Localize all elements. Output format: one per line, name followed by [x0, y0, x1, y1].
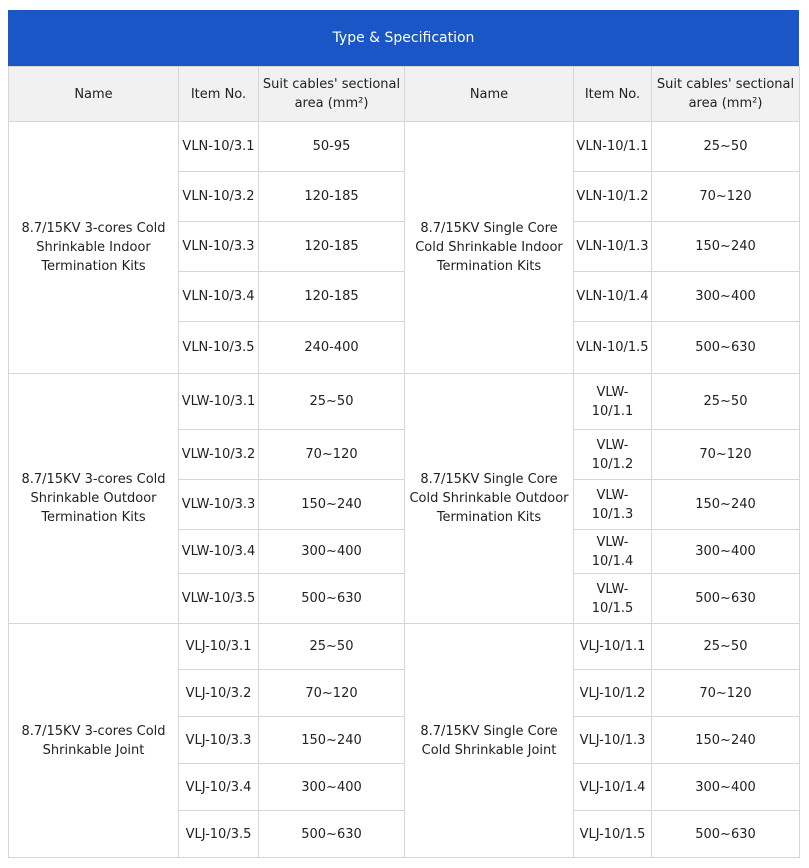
sectional-area-cell: 70~120: [652, 430, 800, 480]
product-name-cell: 8.7/15KV Single Core Cold Shrinkable Joint: [405, 624, 574, 858]
item-no-cell: VLJ-10/1.1: [574, 624, 652, 670]
item-no-cell: VLJ-10/1.5: [574, 811, 652, 858]
sectional-area-cell: 500~630: [652, 574, 800, 624]
sectional-area-cell: 70~120: [652, 172, 800, 222]
item-no-cell: VLN-10/3.2: [179, 172, 259, 222]
sectional-area-cell: 300~400: [652, 764, 800, 811]
product-name-cell: 8.7/15KV Single Core Cold Shrinkable Indoor Termination Kits: [405, 122, 574, 374]
item-no-cell: VLW-10/3.5: [179, 574, 259, 624]
table-row: [9, 624, 800, 670]
header-item-no: Item No.: [574, 67, 652, 122]
sectional-area-cell: 50-95: [259, 122, 405, 172]
item-no-cell: VLJ-10/1.2: [574, 670, 652, 717]
table-row: [9, 374, 800, 430]
item-no-cell: VLJ-10/3.3: [179, 717, 259, 764]
sectional-area-cell: 300~400: [259, 530, 405, 574]
sectional-area-cell: 120-185: [259, 222, 405, 272]
item-no-cell: VLN-10/3.5: [179, 322, 259, 374]
product-name-cell: 8.7/15KV Single Core Cold Shrinkable Outdoor Termination Kits: [405, 374, 574, 624]
sectional-area-cell: 70~120: [259, 670, 405, 717]
sectional-area-cell: 70~120: [652, 670, 800, 717]
item-no-cell: VLW-10/3.1: [179, 374, 259, 430]
item-no-cell: VLJ-10/1.4: [574, 764, 652, 811]
sectional-area-cell: 150~240: [652, 222, 800, 272]
sectional-area-cell: 25~50: [652, 624, 800, 670]
item-no-cell: VLN-10/3.1: [179, 122, 259, 172]
item-no-cell: VLW-10/1.4: [574, 530, 652, 574]
header-row: [9, 67, 800, 122]
sectional-area-cell: 150~240: [652, 717, 800, 764]
header-name: Name: [405, 67, 574, 122]
sectional-area-cell: 500~630: [652, 322, 800, 374]
spec-table-container: [8, 10, 799, 858]
sectional-area-cell: 150~240: [652, 480, 800, 530]
sectional-area-cell: 300~400: [259, 764, 405, 811]
item-no-cell: VLW-10/1.1: [574, 374, 652, 430]
table-title: Type & Specification: [8, 10, 799, 66]
sectional-area-cell: 300~400: [652, 272, 800, 322]
sectional-area-cell: 500~630: [259, 811, 405, 858]
header-sectional-area: Suit cables' sectional area (mm²): [259, 67, 405, 122]
header-item-no: Item No.: [179, 67, 259, 122]
item-no-cell: VLW-10/3.2: [179, 430, 259, 480]
sectional-area-cell: 25~50: [652, 374, 800, 430]
item-no-cell: VLW-10/1.5: [574, 574, 652, 624]
item-no-cell: VLJ-10/1.3: [574, 717, 652, 764]
item-no-cell: VLN-10/1.5: [574, 322, 652, 374]
product-name-cell: 8.7/15KV 3-cores Cold Shrinkable Outdoor Termination Kits: [9, 374, 179, 624]
item-no-cell: VLW-10/3.4: [179, 530, 259, 574]
sectional-area-cell: 25~50: [652, 122, 800, 172]
item-no-cell: VLN-10/3.4: [179, 272, 259, 322]
item-no-cell: VLN-10/1.2: [574, 172, 652, 222]
item-no-cell: VLJ-10/3.2: [179, 670, 259, 717]
sectional-area-cell: 120-185: [259, 172, 405, 222]
sectional-area-cell: 240-400: [259, 322, 405, 374]
sectional-area-cell: 25~50: [259, 624, 405, 670]
sectional-area-cell: 150~240: [259, 480, 405, 530]
item-no-cell: VLN-10/1.4: [574, 272, 652, 322]
spec-table: [8, 66, 800, 858]
item-no-cell: VLW-10/1.2: [574, 430, 652, 480]
item-no-cell: VLW-10/1.3: [574, 480, 652, 530]
sectional-area-cell: 150~240: [259, 717, 405, 764]
item-no-cell: VLN-10/3.3: [179, 222, 259, 272]
table-row: [9, 122, 800, 172]
item-no-cell: VLJ-10/3.5: [179, 811, 259, 858]
product-name-cell: 8.7/15KV 3-cores Cold Shrinkable Indoor Termination Kits: [9, 122, 179, 374]
header-name: Name: [9, 67, 179, 122]
sectional-area-cell: 300~400: [652, 530, 800, 574]
sectional-area-cell: 25~50: [259, 374, 405, 430]
sectional-area-cell: 500~630: [652, 811, 800, 858]
table-body: [9, 122, 800, 858]
header-sectional-area: Suit cables' sectional area (mm²): [652, 67, 800, 122]
item-no-cell: VLJ-10/3.4: [179, 764, 259, 811]
item-no-cell: VLN-10/1.1: [574, 122, 652, 172]
item-no-cell: VLJ-10/3.1: [179, 624, 259, 670]
sectional-area-cell: 500~630: [259, 574, 405, 624]
sectional-area-cell: 70~120: [259, 430, 405, 480]
product-name-cell: 8.7/15KV 3-cores Cold Shrinkable Joint: [9, 624, 179, 858]
item-no-cell: VLN-10/1.3: [574, 222, 652, 272]
item-no-cell: VLW-10/3.3: [179, 480, 259, 530]
sectional-area-cell: 120-185: [259, 272, 405, 322]
